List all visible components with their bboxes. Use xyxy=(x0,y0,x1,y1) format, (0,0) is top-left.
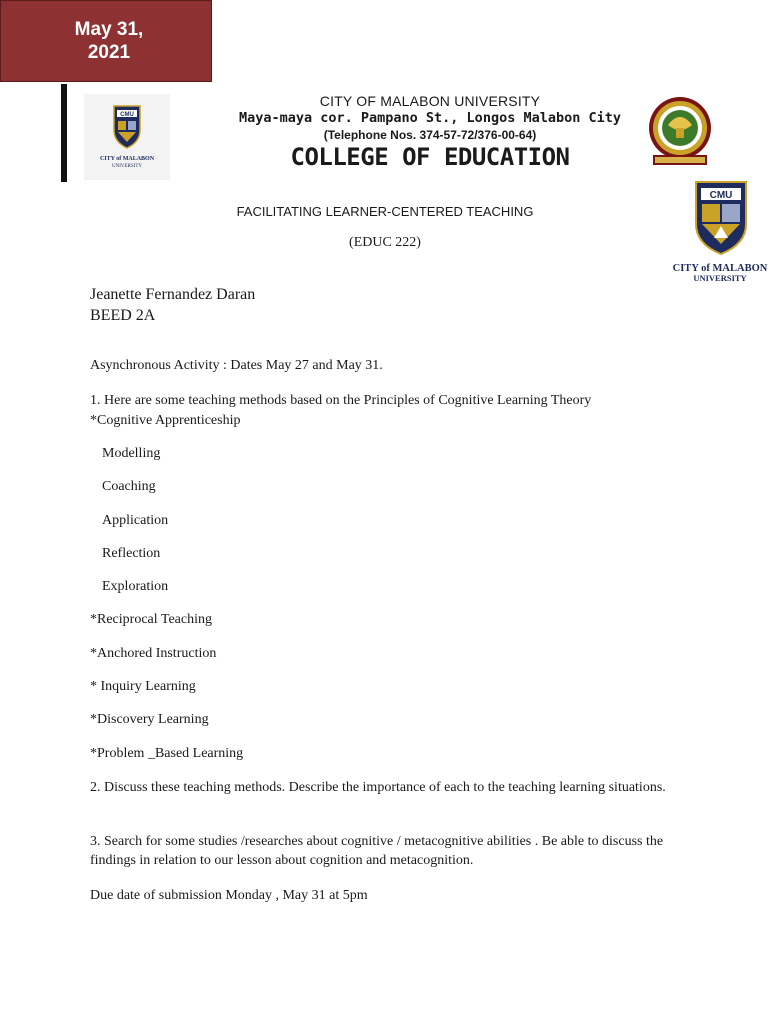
university-name: CITY OF MALABON UNIVERSITY xyxy=(319,93,541,109)
course-code: (EDUC 222) xyxy=(349,235,421,250)
method-item: *Discovery Learning xyxy=(90,712,209,727)
cmu-logo-left-name: CITY of MALABON xyxy=(99,156,155,162)
question-1: 1. Here are some teaching methods based on the Principles of Cognitive Learning Theory xyxy=(90,393,592,408)
cmu-logo-left-sub: UNIVERSITY xyxy=(112,164,142,169)
cmu-logo-left xyxy=(84,94,170,180)
due-date: Due date of submission Monday , May 31 at 5pm xyxy=(90,888,368,903)
sub-method-item: Application xyxy=(102,513,169,528)
course-title: FACILITATING LEARNER-CENTERED TEACHING xyxy=(236,204,534,219)
question-3: 3. Search for some studies /researches about cognitive / metacognitive abilities . Be able to discuss the findings in relation to our lesson about cognition and metacognition. xyxy=(90,834,664,868)
method-item: * Inquiry Learning xyxy=(90,679,196,694)
student-name: Jeanette Fernandez Daran xyxy=(90,286,256,303)
sub-method-item: Coaching xyxy=(102,479,156,494)
method-item: *Reciprocal Teaching xyxy=(90,612,212,627)
student-info xyxy=(90,284,255,326)
activity-dates: Asynchronous Activity : Dates May 27 and May 31. xyxy=(90,358,383,373)
sub-method-item: Exploration xyxy=(102,579,169,594)
date-banner-line2: 2021 xyxy=(87,42,131,63)
cmu-logo-right xyxy=(670,180,768,290)
cmu-logo-right-sub: UNIVERSITY xyxy=(693,273,747,283)
date-banner-pole xyxy=(61,84,67,182)
date-banner-line1: May 31, xyxy=(74,19,144,40)
cmu-logo-right-abbr: CMU xyxy=(709,190,733,201)
sub-method-item: Reflection xyxy=(102,546,161,561)
method-item: *Problem _Based Learning xyxy=(90,746,244,761)
cmu-logo-left-abbr: CMU xyxy=(120,112,134,118)
cmu-logo-right-name: CITY of MALABON xyxy=(672,263,768,274)
question-2: 2. Discuss these teaching methods. Describe the importance of each to the teaching learning situations. xyxy=(90,780,666,795)
college-title: COLLEGE OF EDUCATION xyxy=(290,143,570,171)
method-item: *Anchored Instruction xyxy=(90,646,217,661)
cognitive-apprenticeship: *Cognitive Apprenticeship xyxy=(90,413,241,428)
sub-method-item: Modelling xyxy=(102,446,161,461)
university-address: Maya-maya cor. Pampano St., Longos Malabon City xyxy=(238,110,621,126)
college-seal-logo xyxy=(643,95,717,169)
date-banner xyxy=(0,0,212,82)
student-section: BEED 2A xyxy=(90,307,156,324)
university-telephone: (Telephone Nos. 374-57-72/376-00-64) xyxy=(323,128,537,142)
